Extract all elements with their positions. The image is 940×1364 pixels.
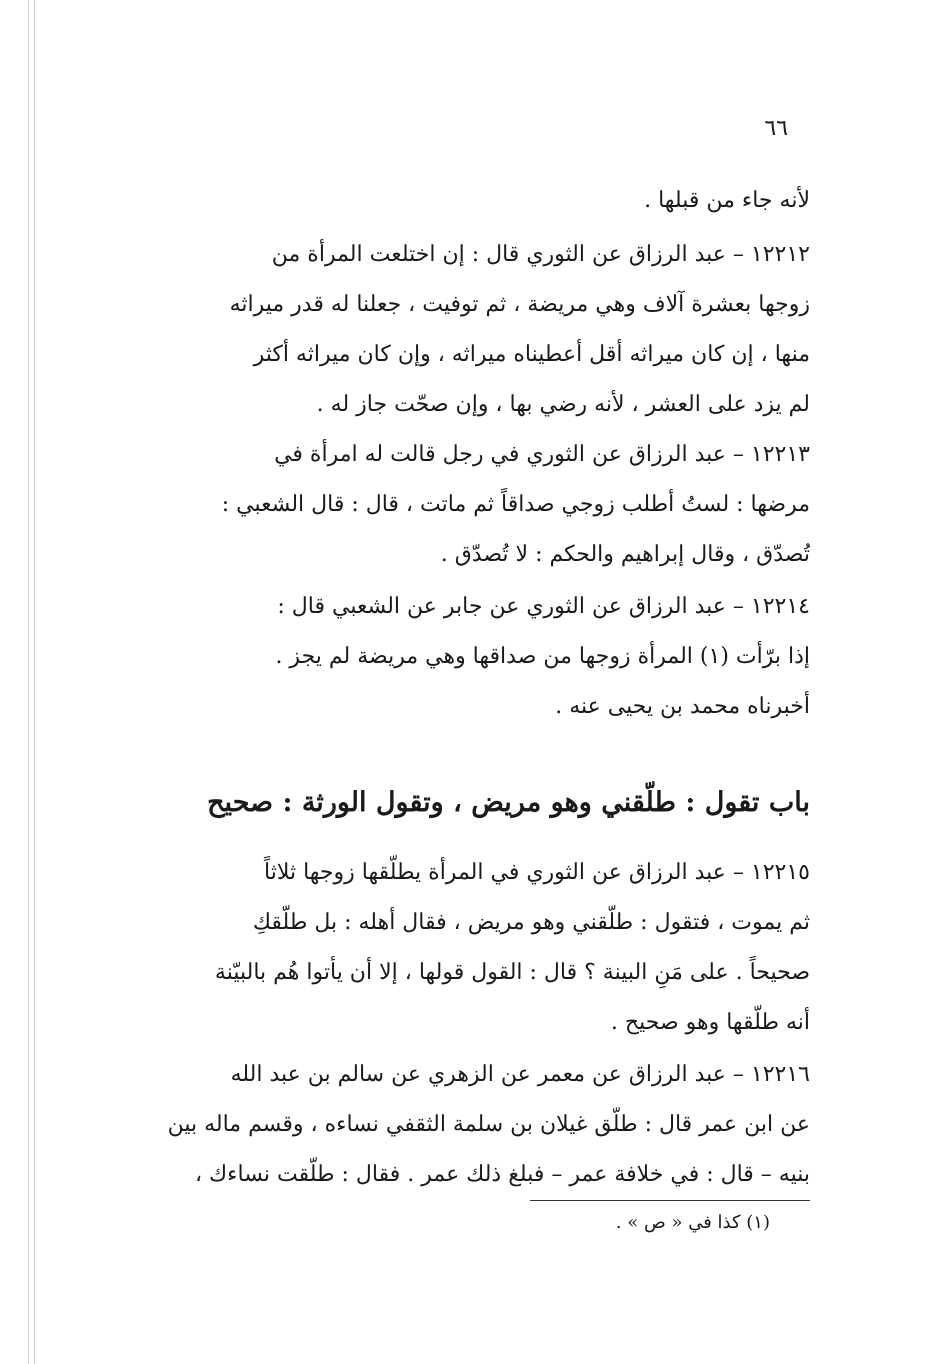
- hadith-entry-12214: [120, 582, 810, 732]
- text-line: أنه طلّقها وهو صحيح .: [610, 1010, 810, 1035]
- text-line: لم يزد على العشر ، لأنه رضي بها ، وإن صحّت جاز له .: [316, 392, 810, 417]
- text-line: ١٢٢١٢ – عبد الرزاق عن الثوري قال : إن اختلعت المرأة من: [271, 242, 810, 267]
- text-line: ١٢٢١٤ – عبد الرزاق عن الثوري عن جابر عن الشعبي قال :: [277, 594, 810, 619]
- text-line: لأنه جاء من قبلها .: [644, 188, 810, 213]
- continuation-line: [120, 176, 810, 226]
- text-line: ١٢٢١٣ – عبد الرزاق عن الثوري في رجل قالت له امرأة في: [274, 442, 810, 467]
- text-line: أخبرناه محمد بن يحيى عنه .: [555, 694, 810, 719]
- footnote: (١) كذا في « ص » .: [615, 1212, 770, 1233]
- hadith-entry-12215: [120, 848, 810, 1048]
- text-line: مرضها : لستُ أطلب زوجي صداقاً ثم ماتت ، قال : قال الشعبي :: [221, 492, 810, 517]
- text-line: زوجها بعشرة آلاف وهي مريضة ، ثم توفيت ، جعلنا له قدر ميراثه: [229, 292, 810, 317]
- page-number: ٦٦: [764, 116, 788, 141]
- hadith-entry-12216: [120, 1050, 810, 1200]
- text-line: ١٢٢١٥ – عبد الرزاق عن الثوري في المرأة يطلّقها زوجها ثلاثاً: [264, 860, 810, 885]
- text-line: منها ، إن كان ميراثه أقل أعطيناه ميراثه ، وإن كان ميراثه أكثر: [253, 342, 810, 367]
- footnote-divider: [530, 1200, 810, 1201]
- hadith-entry-12213: [120, 430, 810, 580]
- hadith-entry-12212: [120, 230, 810, 430]
- text-line: ثم يموت ، فتقول : طلّقني وهو مريض ، فقال أهله : بل طلّقكِ: [252, 910, 810, 935]
- text-line: صحيحاً . على مَنِ البينة ؟ قال : القول قولها ، إلا أن يأتوا هُم بالبيّنة: [214, 960, 810, 985]
- text-line: بنيه – قال : في خلافة عمر – فبلغ ذلك عمر . فقال : طلّقت نساءك ،: [194, 1162, 810, 1187]
- chapter-heading: باب تقول : طلّقني وهو مريض ، وتقول الورثة : صحيح: [207, 787, 810, 818]
- text-line: تُصدّق ، وقال إبراهيم والحكم : لا تُصدّق .: [440, 542, 810, 567]
- text-line: عن ابن عمر قال : طلّق غيلان بن سلمة الثقفي نساءه ، وقسم ماله بين: [167, 1112, 810, 1137]
- text-line: ١٢٢١٦ – عبد الرزاق عن معمر عن الزهري عن سالم بن عبد الله: [230, 1062, 810, 1087]
- book-page: [120, 0, 810, 1364]
- text-line: إذا برّأت (١) المرأة زوجها من صداقها وهي مريضة لم يجز .: [275, 644, 810, 669]
